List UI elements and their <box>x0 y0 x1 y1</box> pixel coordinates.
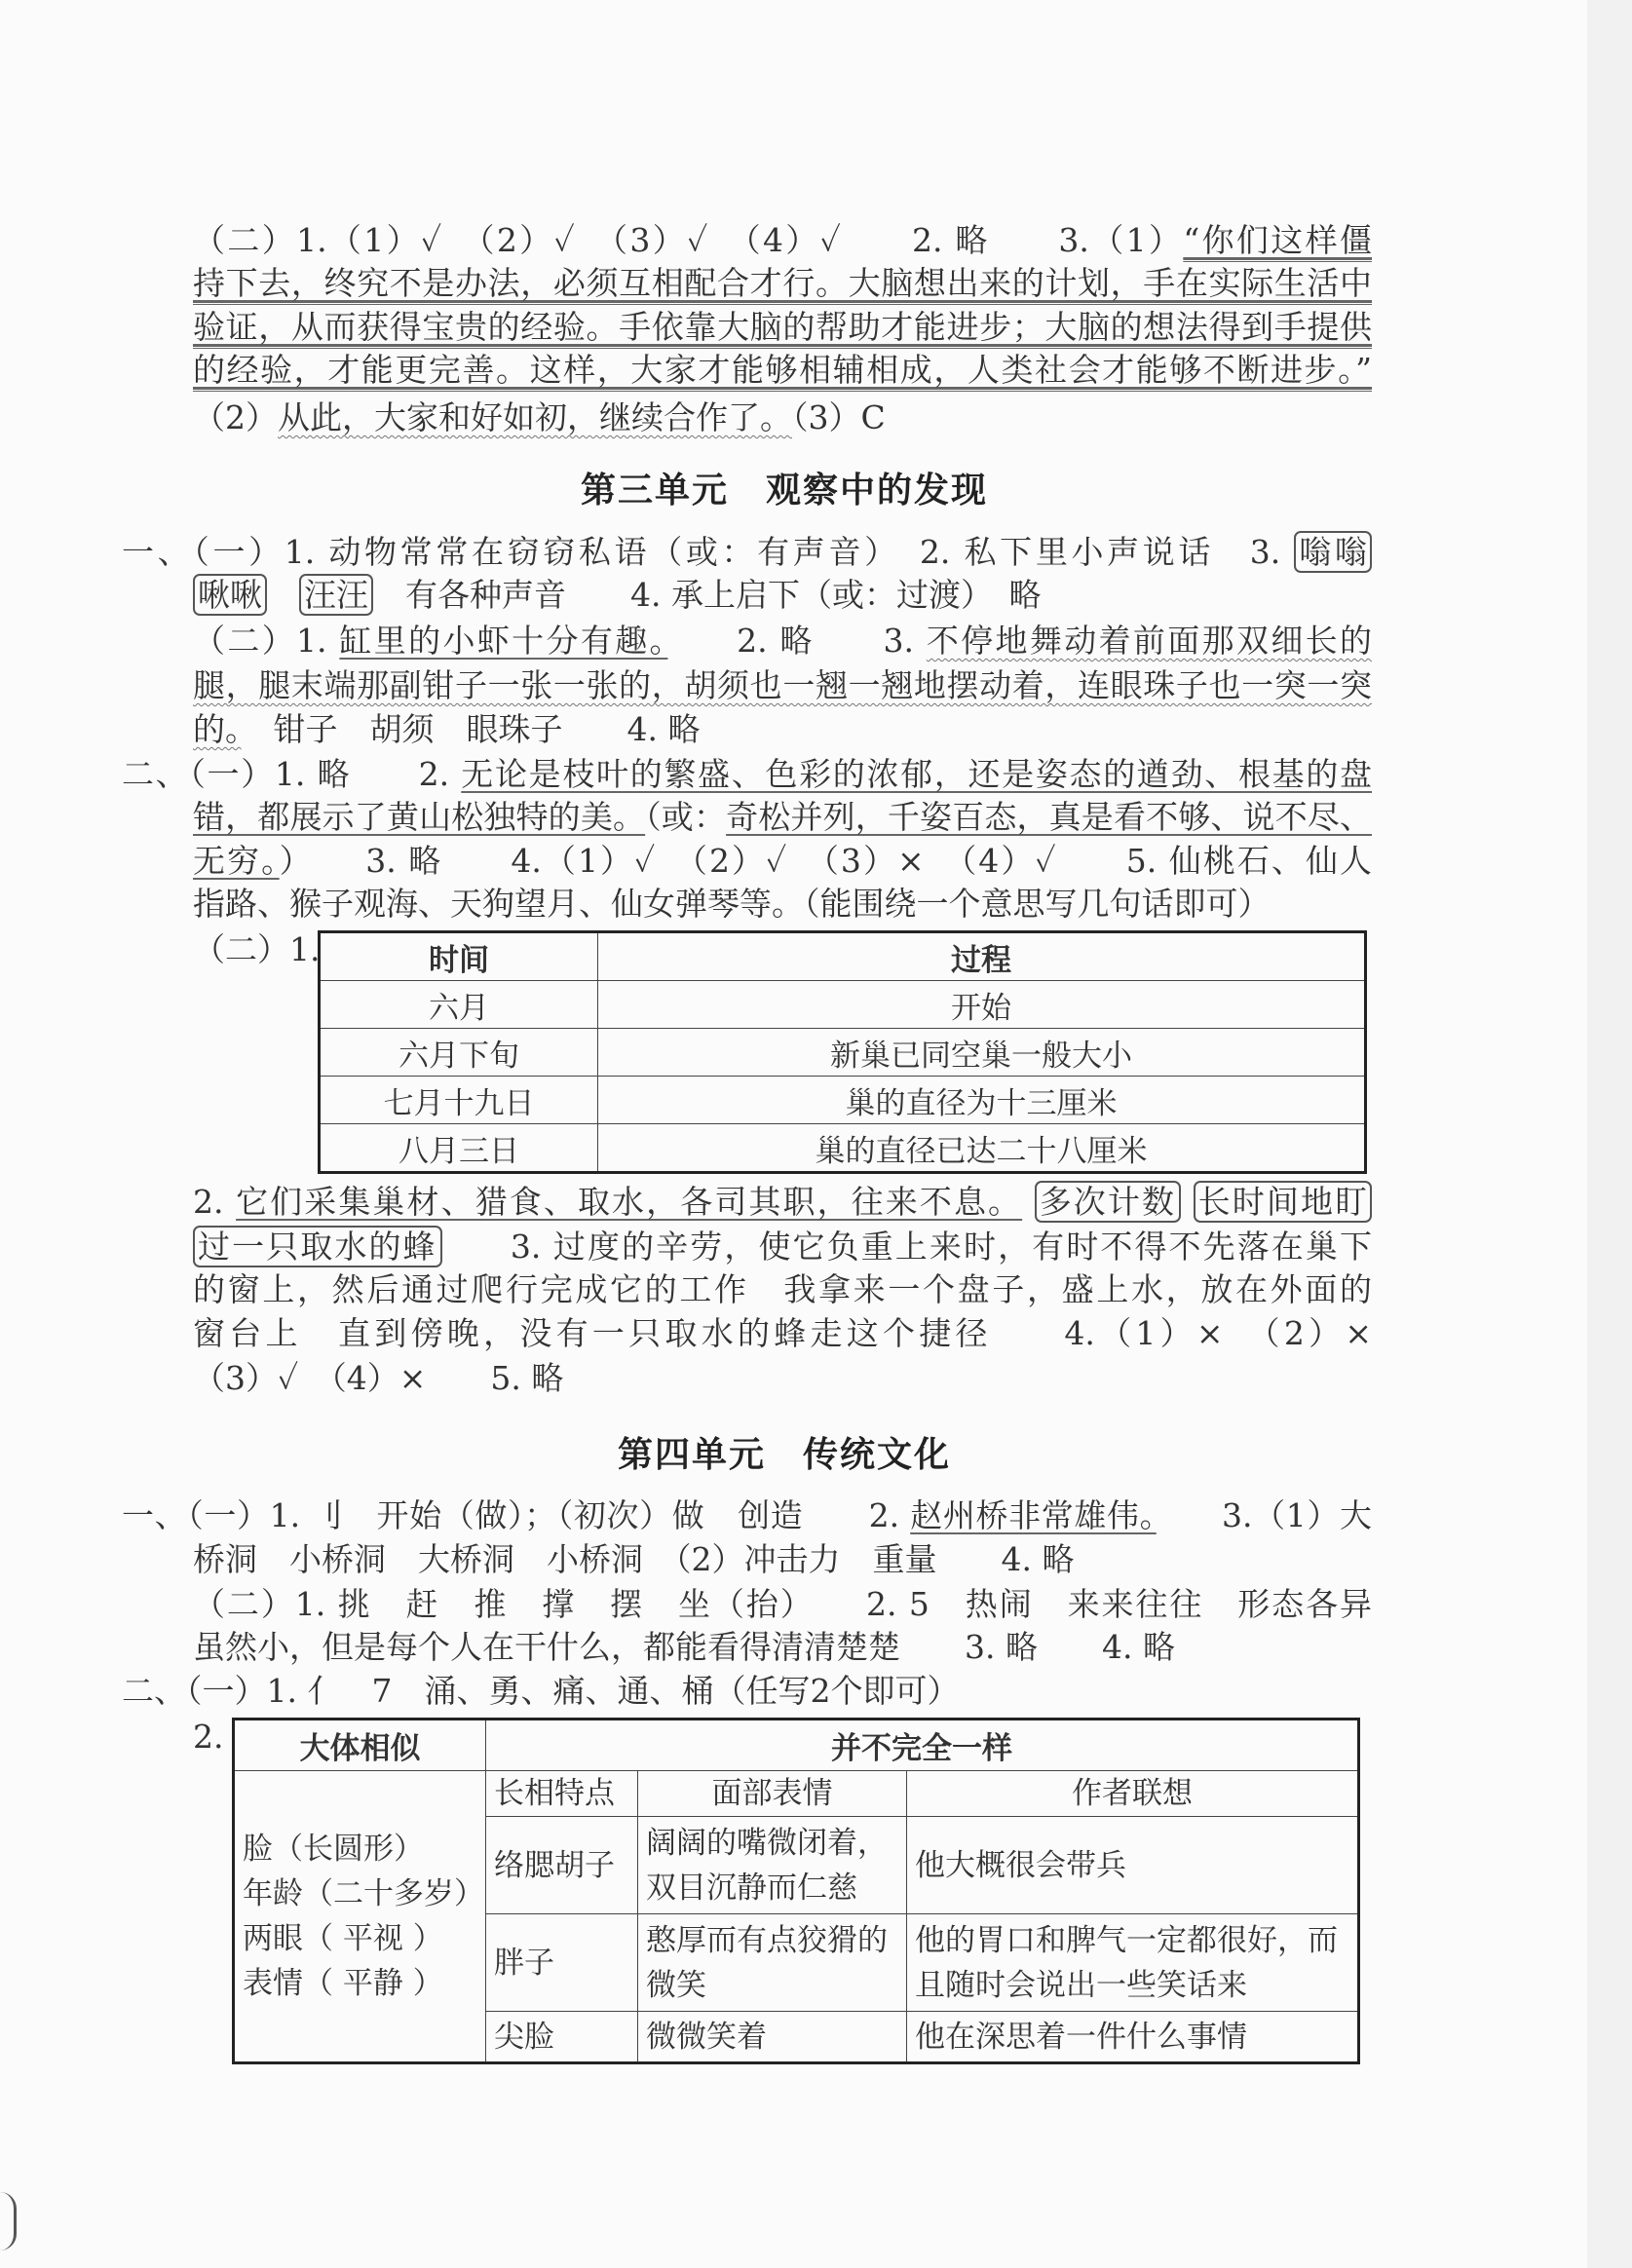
underlined-answer: 缸里的小虾十分有趣。 <box>339 622 668 660</box>
wavy-underlined-answer: 从此，大家和好如初，继续合作了。 <box>278 398 792 436</box>
answer-line <box>193 664 1372 707</box>
answer-text-segment: 二、（一）1. 亻 7 涌、勇、痛、通、桶（任写2个即可） <box>122 1672 960 1710</box>
table-header-row <box>320 932 1366 981</box>
table-cell: 憨厚而有点狡猾的微笑 <box>638 1914 907 2012</box>
boxed-word: 过一只取水的蜂 <box>193 1226 442 1267</box>
wavy-underlined-answer: 不停地舞动着前面那双细长的 <box>926 622 1372 660</box>
table-row <box>320 1077 1366 1124</box>
answer-line <box>122 1494 1372 1537</box>
answer-text-segment: 钳子 胡须 眼珠子 4. 略 <box>241 710 701 748</box>
underlined-answer: 无穷。 <box>193 842 280 880</box>
table-header: 大体相似 <box>234 1720 486 1771</box>
underlined-answer: 错，都展示了黄山松独特的美。 <box>193 798 646 836</box>
table-cell: 六月下旬 <box>320 1029 598 1077</box>
table-header: 并不完全一样 <box>486 1720 1359 1771</box>
boxed-word: 啾啾 <box>193 574 267 616</box>
answer-text-segment: 二、（一）1. 略 2. <box>122 755 462 793</box>
answer-line <box>193 796 1372 839</box>
answer-line <box>193 574 1372 617</box>
answer-text-segment: 窗台上 直到傍晚，没有一只取水的蜂走这个捷径 4.（1）× （2）× <box>193 1314 1372 1352</box>
answer-text-segment: （二）1. 挑 赶 推 撑 摆 坐（抬） 2. 5 热闹 来来往往 形态各异 <box>193 1585 1372 1623</box>
answer-text-segment: 3.（1）大 <box>1156 1496 1372 1534</box>
underlined-answer: 验证，从而获得宝贵的经验。手依靠大脑的帮助才能进步；大脑的想法得到手提供 <box>193 308 1372 346</box>
answer-text-segment: （二）1. <box>193 622 340 660</box>
answer-text-segment: 桥洞 小桥洞 大桥洞 小桥洞 （2）冲击力 重量 4. 略 <box>193 1540 1075 1578</box>
table-cell: 巢的直径为十三厘米 <box>598 1077 1366 1124</box>
answer-line <box>193 1357 1372 1400</box>
table-row <box>320 981 1366 1029</box>
underlined-answer: 持下去，终究不是办法，必须互相配合才行。大脑想出来的计划，手在实际生活中 <box>193 264 1372 302</box>
answer-text-segment: 2. 略 3. <box>667 622 927 660</box>
unit3-heading: 第三单元 观察中的发现 <box>580 471 988 510</box>
table-cell: 他大概很会带兵 <box>907 1817 1359 1914</box>
answer-text-segment: 一、（一）1. 动物常常在窃窃私语（或：有声音） 2. 私下里小声说话 3. <box>122 533 1295 571</box>
answer-line <box>193 262 1372 305</box>
table-header: 过程 <box>598 932 1366 981</box>
answer-text-segment: （或： <box>645 798 727 836</box>
answer-line <box>122 531 1372 574</box>
wasp-nest-table <box>318 930 1367 1174</box>
answer-text-segment: （二）1. <box>193 930 321 968</box>
table-row <box>320 1029 1366 1077</box>
underlined-answer: 的经验，才能更完善。这样，大家才能够相辅相成，人类社会才能够不断进步。” <box>193 351 1372 389</box>
table-header: 时间 <box>320 932 598 981</box>
table-header-row <box>234 1720 1359 1771</box>
table-subheader: 面部表情 <box>638 1771 907 1817</box>
answer-line <box>193 1583 1372 1626</box>
boxed-word: 嗡嗡 <box>1294 531 1372 573</box>
table-cell: 胖子 <box>486 1914 638 2012</box>
wavy-underlined-answer: 的。 <box>193 710 242 748</box>
answer-text-segment: 的窗上，然后通过爬行完成它的工作 我拿来一个盘子，盛上水，放在外面的 <box>193 1270 1372 1308</box>
table-cell: 八月三日 <box>320 1124 598 1173</box>
table-cell: 络腮胡子 <box>486 1817 638 1914</box>
boxed-word: 长时间地盯 <box>1194 1181 1372 1223</box>
answer-line <box>193 306 1372 349</box>
table-cell: 六月 <box>320 981 598 1029</box>
answer-text-segment <box>1181 1183 1194 1221</box>
page-number-fragment <box>0 2192 17 2250</box>
answer-text-segment <box>1022 1183 1035 1221</box>
underlined-answer: 奇松并列，千姿百态，真是看不够、说不尽、 <box>726 798 1372 836</box>
answer-line <box>193 1181 1372 1224</box>
similar-item: 年龄（二十多岁） <box>243 1876 484 1911</box>
table-cell: 开始 <box>598 981 1366 1029</box>
table-cell: 尖脸 <box>486 2012 638 2063</box>
underlined-answer: 无论是枝叶的繁盛、色彩的浓郁，还是姿态的遒劲、根基的盘 <box>461 755 1372 793</box>
table-cell: 微微笑着 <box>638 2012 907 2063</box>
unit4-heading: 第四单元 传统文化 <box>617 1435 951 1475</box>
similar-item: 表情（ 平静 ） <box>243 1966 443 2001</box>
answer-line <box>193 1538 1372 1581</box>
answer-line <box>193 883 1372 926</box>
answer-text-segment: 2. <box>193 1183 237 1221</box>
answer-line <box>193 397 1372 439</box>
answer-text-segment: 虽然小，但是每个人在干什么，都能看得清清楚楚 3. 略 4. 略 <box>193 1628 1175 1666</box>
answer-text-segment: 指路、猴子观海、天狗望月、仙女弹琴等。（能围绕一个意思写几句话即可） <box>193 885 1271 923</box>
answer-line <box>122 753 1372 796</box>
answer-line <box>193 840 1372 883</box>
answer-line <box>193 1226 1372 1268</box>
answer-line <box>193 1268 1372 1311</box>
table-cell: 巢的直径已达二十八厘米 <box>598 1124 1366 1173</box>
boxed-word: 汪汪 <box>299 574 373 616</box>
answer-text-segment: ） 3. 略 4.（1）✓ （2）✓ （3）× （4）✓ 5. 仙桃石、仙人 <box>279 842 1372 880</box>
answer-line <box>193 219 1372 262</box>
underlined-answer: 赵州桥非常雄伟。 <box>910 1496 1157 1534</box>
boxed-word: 多次计数 <box>1035 1181 1181 1223</box>
underlined-answer: “你们这样僵 <box>1183 221 1372 259</box>
answer-line <box>122 1670 1372 1713</box>
table-cell: 他在深思着一件什么事情 <box>907 2012 1359 2063</box>
table-subheader-row <box>234 1771 1359 1817</box>
table-cell: 七月十九日 <box>320 1077 598 1124</box>
answer-line <box>193 620 1372 662</box>
answer-text-segment: 2. <box>193 1718 224 1756</box>
statue-comparison-table <box>232 1718 1360 2064</box>
table-cell: 他的胃口和脾气一定都很好，而且随时会说出一些笑话来 <box>907 1914 1359 2012</box>
table-row <box>320 1124 1366 1173</box>
answer-text-segment: 有各种声音 4. 承上启下（或：过渡） 略 <box>373 576 1042 614</box>
answer-text-segment: 3. 过度的辛劳，使它负重上来时，有时不得不先落在巢下 <box>441 1228 1372 1266</box>
similar-item: 脸（长圆形） <box>243 1832 424 1867</box>
answer-text-segment: 一、（一）1. 刂 开始（做）；（初次）做 创造 2. <box>122 1496 911 1534</box>
page-edge-shadow <box>1587 0 1632 2268</box>
answer-line <box>193 708 1372 751</box>
similar-features-cell <box>234 1771 486 2063</box>
similar-item: 两眼（ 平视 ） <box>243 1921 443 1956</box>
answer-line <box>193 1312 1372 1355</box>
table-cell: 新巢已同空巢一般大小 <box>598 1029 1366 1077</box>
answer-line <box>193 1626 1372 1669</box>
table-subheader: 长相特点 <box>486 1771 638 1817</box>
answer-text-segment: （3）✓ （4）× 5. 略 <box>193 1359 564 1397</box>
table-subheader: 作者联想 <box>907 1771 1359 1817</box>
answer-text-segment: （3）C <box>792 398 886 436</box>
underlined-answer: 它们采集巢材、猎食、取水，各司其职，往来不息。 <box>236 1183 1023 1221</box>
answer-text-segment: （2） <box>193 398 278 436</box>
answer-text-segment <box>267 576 299 614</box>
table-cell: 阔阔的嘴微闭着，双目沉静而仁慈 <box>638 1817 907 1914</box>
answer-line <box>193 349 1372 392</box>
answer-text-segment: （二）1.（1）✓ （2）✓ （3）✓ （4）✓ 2. 略 3.（1） <box>193 221 1184 259</box>
wavy-underlined-answer: 腿，腿末端那副钳子一张一张的，胡须也一翘一翘地摆动着，连眼珠子也一突一突 <box>193 666 1372 704</box>
